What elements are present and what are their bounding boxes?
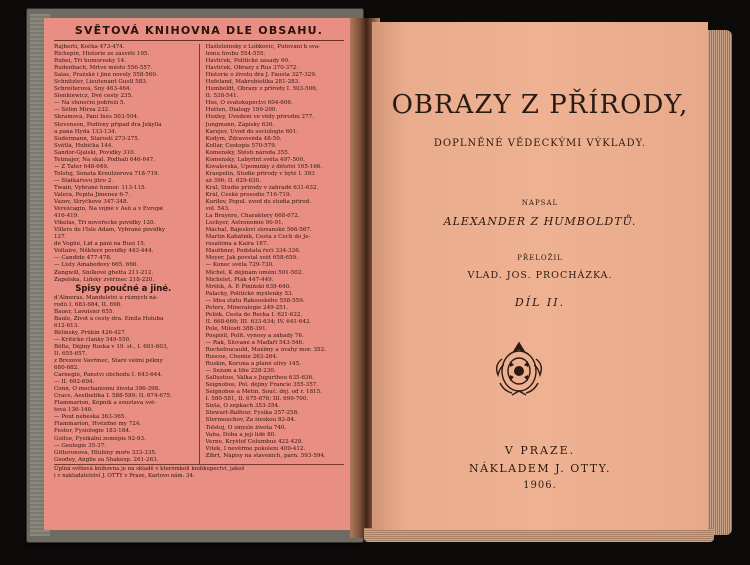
catalog-entry: Skramová, Paní Inés 503-504. bbox=[54, 114, 139, 121]
translator-name: VLAD. JOS. PROCHÁZKA. bbox=[467, 270, 613, 281]
catalog-entry: Vaňa, Doba a její lidé 80. bbox=[205, 431, 277, 438]
catalog-entry: — Kritické články 549-550. bbox=[54, 336, 131, 343]
publication-city: V PRAZE. bbox=[504, 444, 576, 457]
advertisement-left-column bbox=[54, 44, 193, 464]
catalog-entry: Kollár, Cestopis 570-579. bbox=[205, 142, 277, 149]
catalog-entry: Havlíček, Politické zásady 60. bbox=[205, 58, 290, 65]
catalog-entry: Baule, Život a cesty dra. Emila Holuba bbox=[54, 315, 164, 322]
catalog-entry: — Sělim Mirza 232. bbox=[54, 107, 110, 114]
catalog-entry: Zangwill, Snílkové ghetta 211-212. bbox=[54, 269, 154, 276]
catalog-entry: Zapolska, Lidský zvěřinec 218-220. bbox=[54, 276, 155, 283]
page-edges-bottom bbox=[364, 528, 714, 542]
catalog-entry: — Statkářovo jitro 2. bbox=[54, 177, 114, 184]
catalog-entry: Komenský, Štěstí národa 355. bbox=[205, 149, 290, 156]
catalog-entry: Komenský, Labyrint světa 497-500. bbox=[205, 156, 305, 163]
catalog-entry: Fester, Fysiologie 183-184. bbox=[54, 428, 131, 435]
catalog-entry: Palacký, Politické myšlenky 53. bbox=[205, 290, 294, 297]
catalog-entry: — Listy Amabedovy 665, 666. bbox=[54, 262, 139, 269]
catalog-entry: Twain, Vybrané humor. 113-115. bbox=[54, 184, 147, 191]
catalog-entry: Lockyer, Astronomie 90-91. bbox=[205, 220, 284, 227]
catalog-entry: II. 655-657. bbox=[54, 350, 87, 357]
catalog-entry: Rubei, Tři humoresky 14. bbox=[54, 58, 126, 65]
catalog-entry: Vazov, Strýčkové 347-348. bbox=[54, 199, 129, 206]
catalog-entry: tová 136-140. bbox=[54, 407, 93, 414]
catalog-entry: Sienkiewicz, Dvě cesty 235. bbox=[54, 93, 133, 100]
catalog-entry: Crace, Aesthetika I. 588-589; II. 674-675. bbox=[54, 393, 172, 400]
catalog-entry: Valera, Pepita Jimenez 6-7. bbox=[54, 191, 131, 198]
catalog-entry: Martin Kabátník, Cesta z Čech do Je- bbox=[205, 234, 311, 241]
catalog-entry: Král, Studie přírody v zahradě 631-632. bbox=[205, 184, 319, 191]
catalog-entry: Jungmann, Zápisky 630. bbox=[205, 121, 275, 128]
catalog-entry: Pospíšil, Polit. výnosy a záhady 76. bbox=[205, 332, 304, 339]
advertisement-page bbox=[44, 18, 354, 530]
catalog-entry: Sixta, O zepkách 353-354. bbox=[205, 403, 280, 410]
catalog-entry: Saias, Pražské i jiné novely 558-560. bbox=[54, 72, 158, 79]
catalog-entry: Sandor-Gjalski, Povídky 310. bbox=[54, 149, 136, 156]
catalog-entry: Tolstoj, Sonata Kreutzerova 718-719. bbox=[54, 170, 160, 177]
catalog-entry: Vítek, I nevěřme pokolení 409-412. bbox=[205, 445, 306, 452]
catalog-entry: Michel, K dějinám umění 501-502. bbox=[205, 269, 304, 276]
catalog-entry: Sallustius, Válka s Jugurthou 635-636. bbox=[205, 375, 314, 382]
catalog-entry: d'Almeras, Mandelství u různých ná- bbox=[54, 294, 158, 301]
catalog-entry: — Idea státu Rakouského 558-559. bbox=[205, 297, 305, 304]
catalog-entry: I. 580-581, II. 675-676; III. 699-700. bbox=[205, 396, 309, 403]
catalog-entry: Pelišk, Cesta do Řecka I. 621-622, bbox=[205, 311, 303, 318]
column-divider bbox=[199, 44, 200, 464]
author-label: NAPSAL bbox=[521, 199, 559, 207]
catalog-entry: Rajberti, Kočka 473-474. bbox=[54, 44, 125, 50]
page-edges-right bbox=[706, 30, 732, 535]
catalog-entry: Kodym, Zdravověda 48-50. bbox=[205, 135, 282, 142]
book-title: OBRAZY Z PŘÍRODY, bbox=[391, 90, 689, 120]
catalog-entry: — II. 692-694. bbox=[54, 379, 95, 386]
advertisement-right-column bbox=[206, 44, 345, 464]
catalog-entry: — Z Tater 648-649. bbox=[54, 163, 109, 170]
volume-part: DÍL II. bbox=[514, 296, 566, 309]
catalog-entry: — Konec světa 729-730. bbox=[205, 262, 274, 269]
book-subtitle: DOPLNĚNÉ VĚDECKÝMI VÝKLADY. bbox=[433, 138, 647, 149]
catalog-entry: a pana Hyda 133-134. bbox=[54, 128, 117, 135]
catalog-entry: — Sezam a lilie 228-230. bbox=[205, 368, 276, 375]
publication-year: 1906. bbox=[523, 480, 557, 491]
catalog-entry: Carnegie, Panství obchodu I. 643-644. bbox=[54, 372, 163, 379]
catalog-entry: Hus, O svatokupectví 604-606. bbox=[205, 100, 293, 107]
catalog-entry: vol. 543. bbox=[205, 206, 230, 213]
footer-line: Úplná světová knihovna je na skladě v kterémkoli knihkupectví, jakož bbox=[54, 465, 245, 472]
catalog-entry: Světlá, Hubička 144. bbox=[54, 142, 114, 149]
catalog-entry: La Bruyère, Charaktery 668-672. bbox=[205, 213, 300, 220]
publisher-emblem-icon bbox=[490, 337, 548, 399]
catalog-entry: Michelet, Pták 447-449. bbox=[205, 276, 274, 283]
catalog-entry: Rudenbach, Mrtvé město 556-557. bbox=[54, 65, 153, 72]
advertisement-footer bbox=[54, 464, 344, 480]
catalog-entry: Kurilov, Popul. úvod do studia přírod. bbox=[205, 199, 312, 206]
catalog-entry: Hutten, Dialogy 199-200. bbox=[205, 107, 278, 114]
catalog-entry: Spisy poučné a jiné. bbox=[75, 283, 172, 294]
catalog-entry: Stermouchov, Za šieskou 82-84. bbox=[205, 417, 296, 424]
catalog-entry: — Pout nebeská 363-365. bbox=[54, 414, 127, 421]
catalog-entry: Seignobos a Métin, Souč. děj. od r. 1815. bbox=[205, 389, 322, 396]
catalog-entry: Seignobos, Pol. dějiny Francie 355-357. bbox=[205, 382, 319, 389]
catalog-entry: Karejev, Úvod do sociologie 601. bbox=[205, 128, 299, 135]
catalog-entry: Schreiterová, Sny 463-464. bbox=[54, 86, 132, 93]
catalog-entry: Zibrt, Nápisy na staveních, parn. 593-594. bbox=[205, 452, 326, 459]
catalog-entry: — Candide 477-478. bbox=[54, 255, 112, 262]
catalog-entry: 416-419. bbox=[54, 213, 80, 220]
catalog-entry: Villers de l'Isle Adam, Vybrané povídky bbox=[54, 227, 165, 234]
catalog-entry: Bauer, Lavoisier 655. bbox=[54, 308, 115, 315]
catalog-entry: Voltaire, Některé povídky 443-444. bbox=[54, 248, 154, 255]
catalog-entry: Tetmajer, Na skal. Podhalí 646-647. bbox=[54, 156, 155, 163]
advertisement-columns bbox=[54, 44, 344, 464]
catalog-entry: — Geologie 35-37. bbox=[54, 442, 107, 449]
catalog-entry: Flammarion, Kopník a soustava svě- bbox=[54, 400, 157, 407]
catalog-entry: Peters, Mineralogie 249-251. bbox=[205, 304, 289, 311]
catalog-entry: Humboldt, Obrazy z přírody I. 503-506, bbox=[205, 86, 318, 93]
catalog-entry: Mrštík, A. P. Piniński 639-640. bbox=[205, 283, 291, 290]
catalog-entry: Kovalevská, Upomínky z dětství 165-166. bbox=[205, 163, 323, 170]
catalog-entry: Havlíček, Obrazy z Rus 370-372. bbox=[205, 65, 299, 72]
catalog-entry: Kraepelin, Studie přírody v bytě I. 393 bbox=[205, 170, 315, 177]
catalog-entry: Bölte, Dějiny Ruska v 19. st., I. 601-603, bbox=[54, 343, 169, 350]
catalog-entry: Král, České prosodie 716-719. bbox=[205, 191, 292, 198]
catalog-entry: Huxley, Uvedení ve vědy přírodní 277. bbox=[205, 114, 314, 121]
catalog-entry: rodů I. 683-684, II. 698. bbox=[54, 301, 122, 308]
catalog-entry: Geodey, Anglie za Shakesp. 261-263. bbox=[54, 456, 159, 463]
catalog-entry: Vikelas, Tři novořecké povídky 120. bbox=[54, 220, 156, 227]
catalog-entry: Ruskin, Koruna a planě olivy 145. bbox=[205, 361, 301, 368]
catalog-entry: de Vogüé, Lid a páni na Rusi 15. bbox=[54, 241, 146, 248]
catalog-entry: — Na sluneční pobřeží 5. bbox=[54, 100, 126, 107]
catalog-entry: Sudermann, Starosti 273-275. bbox=[54, 135, 140, 142]
catalog-entry: II. 538-541. bbox=[205, 93, 239, 100]
catalog-entry: Meyer, Jak povstal svět 658-659. bbox=[205, 255, 298, 262]
catalog-entry: Máchal, Bájesloví slovanské 566-567. bbox=[205, 227, 312, 234]
catalog-entry: Flammarion, Hvězdné my 724. bbox=[54, 421, 142, 428]
catalog-entry: 612-613. bbox=[54, 322, 80, 329]
catalog-entry: Mauthner, Podstata řeči 334-336. bbox=[205, 248, 301, 255]
catalog-entry: — Rak, Slované a Maďaři 543-546. bbox=[205, 339, 305, 346]
translator-label: PŘELOŽIL bbox=[517, 254, 563, 262]
catalog-entry: Gitteronová, Hlubiny moře 333-335. bbox=[54, 449, 157, 456]
catalog-entry: Schnitzler, Lieutenant Gustl 583. bbox=[54, 79, 148, 86]
catalog-entry: z Brezové Vavřinec, Staré velmi pěkny bbox=[54, 358, 163, 365]
catalog-entry: Goitse, Fysikální zeměpis 92-93. bbox=[54, 435, 146, 442]
catalog-entry: Pole, Milosti 388-391. bbox=[205, 325, 268, 332]
catalog-entry: tému hrobu 554-555. bbox=[205, 51, 266, 58]
catalog-entry: II. 668-669; III. 633-634; IV. 641-642. bbox=[205, 318, 312, 325]
catalog-entry: Hašlsteinský z Lobkovic, Putování k sva- bbox=[205, 44, 321, 50]
catalog-entry: Stevenson, Podivný případ dra Jekylla bbox=[54, 121, 162, 128]
catalog-entry: Richepin, Historie ze zásvětí 195. bbox=[54, 51, 150, 58]
catalog-entry: Stewart-Balfour, Fysika 257-258. bbox=[205, 410, 299, 417]
catalog-entry: Verešćagin, Na vojně v Asii a v Evropě bbox=[54, 206, 164, 213]
catalog-entry: Historie o životu dra J. Fausta 327-329. bbox=[205, 72, 317, 79]
author-name: ALEXANDER Z HUMBOLDTŮ. bbox=[443, 215, 637, 228]
catalog-entry: Tolstoj, O smysle života 740. bbox=[205, 424, 287, 431]
catalog-entry: Rochefoucauld, Maximy a úvahy mor. 352. bbox=[205, 347, 326, 354]
catalog-entry: Bělinský, Průkin 426-427. bbox=[54, 329, 127, 336]
title-page bbox=[372, 22, 708, 530]
advertisement-header: SVĚTOVÁ KNIHOVNA DLE OBSAHU. bbox=[54, 24, 344, 41]
catalog-entry: Roscoe, Chemie 263-264. bbox=[205, 354, 278, 361]
catalog-entry: Hufeland, Makrobiotika 281-283. bbox=[205, 79, 301, 86]
catalog-entry: až 396; II. 629-630. bbox=[205, 177, 261, 184]
catalog-entry: Conn, O mechanismu života 396-398. bbox=[54, 386, 161, 393]
publisher: NÁKLADEM J. OTTY. bbox=[469, 462, 611, 475]
catalog-entry: rusaléma a Kaira 187. bbox=[205, 241, 269, 248]
catalog-entry: Verne, Kryštof Columbus 422-429. bbox=[205, 438, 304, 445]
catalog-entry: 127. bbox=[54, 234, 67, 241]
catalog-entry: 680-682. bbox=[54, 365, 80, 372]
footer-line: i v nakladatelství J. OTTY v Praze, Karlovo nám. 34. bbox=[54, 472, 195, 479]
